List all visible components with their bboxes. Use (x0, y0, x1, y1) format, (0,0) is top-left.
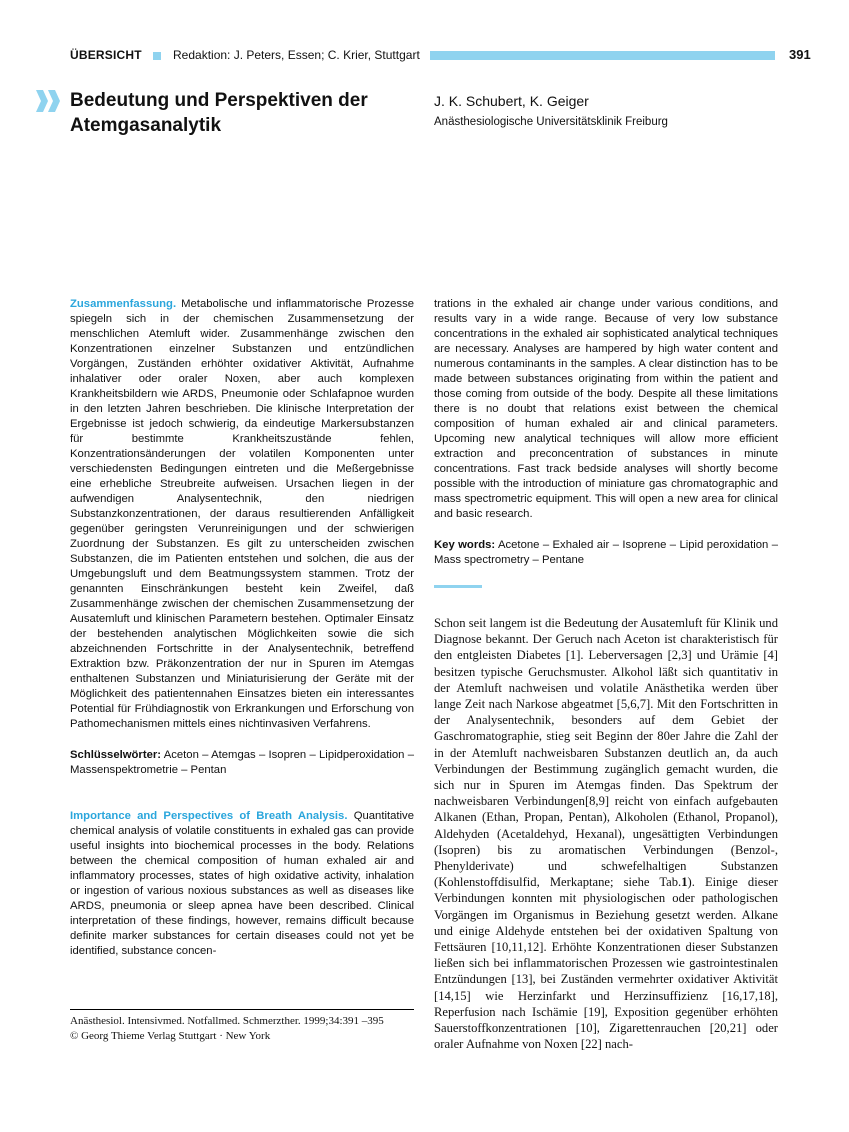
editors-line: Redaktion: J. Peters, Essen; C. Krier, Stuttgart (173, 48, 420, 62)
keywords-german-label: Schlüsselwörter: (70, 749, 162, 761)
section-label: ÜBERSICHT (70, 48, 142, 62)
publisher-line: © Georg Thieme Verlag Stuttgart · New York (70, 1030, 271, 1042)
abstract-english-text-part1: Quantitative chemical analysis of volatile constituents in exhaled gas can provide useful insights into biochemical processes in the body. Relations between the chemical composition of human exhaled air and inflammatory processes, states of high oxidative activity, inhalation or ingestion of various noxious substances as well as diseases like ARDS, pneumonia or sleep apnea have been described. Clinical interpretation of these findings, however, remains difficult because definite marker substances for certain diseases could not yet be identified, substance concen- (70, 810, 414, 957)
abstract-english-continued (434, 297, 778, 522)
keywords-german (70, 748, 414, 778)
article-title: Bedeutung und Perspektiven der Atemgasanalytik (70, 90, 368, 136)
journal-citation: Anästhesiol. Intensivmed. Notfallmed. Schmerzther. 1999;34:391 –395 (70, 1015, 384, 1027)
abstract-german-lead: Zusammenfassung. (70, 298, 177, 310)
left-column (70, 297, 414, 975)
abstract-german-text: Metabolische und inflammatorische Prozesse spiegeln sich in der chemischen Zusammensetzung der menschlichen Atemluft wider. Zusammenhänge zwischen den Konzentrationen einzelner Substanzen und entzündlichen Vorgängen, Zuständen erhöhter oxidativer Aktivität, Aufnahme inhalativer oder oraler Noxen, aber auch komplexen Krankheitsbildern wie ARDS, Pneumonie oder Schlafapnoe wurden in den letzten Jahren beschrieben. Die klinische Interpretation der Ergebnisse ist jedoch schwierig, da eindeutige Markersubstanzen für bestimmte Krankheitszustände fehlen, Konzentrationsänderungen der volatilen Komponenten unter verschiedensten Bedingungen eintreten und die Meßergebnisse eine erhebliche Streubreite aufweisen. Ursachen liegen in der aufwendigen Analysentechnik, den niedrigen Substanzkonzentrationen, der daraus resultierenden Anfälligkeit gegenüber geringsten Verunreinigungen und der schwierigen Zuordnung der Substanzen. Es gilt zu unterscheiden zwischen Substanzen, die im Patienten entstehen und solchen, die aus der Umgebungsluft und dem Beatmungssystem stammen. Trotz der genannten Einschränkungen besteht kein Zweifel, daß Zusammenhänge zwischen der chemischen Zusammensetzung der Ausatemluft und klinischen Parametern bestehen. Optimaler Einsatz der bestehenden analytischen Möglichkeiten sowie die sich abzeichnenden Fortschritte in der Analysentechnik, betreffend Extraktion bzw. Präkonzentration der nur in Spuren im Atemgas enthaltenen Substanzen und Miniaturisierung der Geräte mit der Möglichkeit des patientennahen Einsatzes bieten ein interessantes Potential für Frühdiagnostik von Erkrankungen und Erforschung von Pathomechanismen mittels eines nichtinvasiven Verfahrens. (70, 298, 414, 730)
article-authors: J. K. Schubert, K. Geiger (434, 93, 589, 109)
header-accent-bar (430, 51, 775, 60)
right-column (434, 297, 778, 584)
keywords-english-text: Acetone – Exhaled air – Isoprene – Lipid peroxidation – Mass spectrometry – Pentane (434, 539, 779, 566)
abstract-english (70, 809, 414, 959)
abstract-english-text-part2: trations in the exhaled air change under various conditions, and results vary in a wide range. Because of very low substance concentrations in the exhaled air sophisticated analytical techniques are necessary. Analyses are hampered by high water content and numerous contaminants in the samples. A clear distinction has to be made between substances originating from within the patient and those coming from outside of the body. Despite all these limitations there is no doubt that relations exist between the chemical composition of human exhaled air and clinical parameters. Upcoming new analytical techniques will allow more efficient extraction and preconcentration of substances in minute concentrations. Fast track bedside analyses will shortly become possible with the introduction of miniature gas chromatographic and mass spectrometric equipment. This will open a new area for clinical and basic research. (434, 298, 778, 520)
article-affiliation: Anästhesiologische Universitätsklinik Freiburg (434, 116, 668, 128)
body-text-pre: Schon seit langem ist die Bedeutung der Ausatemluft für Klinik und Diagnose bekannt. Der Geruch nach Aceton ist charakteristisch für den entgleisten Diabetes [1]. Leberversagen [2,3] und Urämie [4] besitzen typische Geruchsmuster. Alkohol läßt sich quantitativ in der Atemluft nachweisen und volatile Anästhetika werden über lange Zeit nach Narkose abgeatmet [5,6,7]. Mit den Fortschritten in der Analysentechnik, besonders auf dem Gebiet der Gaschromatographie, stieg seit Beginn der 80er Jahre die Zahl der in der Atemluft nachweisbaren Substanzen deutlich an, da auch Verbindungen der Bestimmung zugänglich gemacht wurden, die sich nur in Spuren im Atemgas finden. Das Spektrum der nachweisbaren Verbindungen[8,9] reicht von einfach aufgebauten Alkanen (Ethan, Propan, Pentan), Alkoholen (Ethanol, Propanol), Aldehyden (Acetaldehyd, Hexanal), ungesättigten Verbindungen (Isopren) bis zu aromatischen Verbindungen (Benzol-, Phenylderivate) und schwefelhaltigen Substanzen (Kohlenstoffdisulfid, Merkaptane; siehe Tab. (434, 616, 778, 890)
section-divider (434, 585, 482, 588)
body-paragraph (434, 615, 778, 1052)
table-reference: 1 (681, 875, 688, 890)
body-text-post: ). Einige dieser Verbindungen konnten mit physiologischen oder pathologischen Vorgängen im Organismus in Beziehung gesetzt werden. Alkane und einige Aldehyde entstehen bei der oxidativen Spaltung von Fettsäuren [10,11,12]. Erhöhte Konzentrationen dieser Substanzen ließen sich bei inflammatorischen Prozessen wie gastrointestinalen Entzündungen [13], bei Zuständen vermehrter oxidativer Aktivität [14,15] wie Herzinfarkt und Herzinsuffizienz [16,17,18], Reperfusion nach Ischämie [19], Exposition gegenüber erhöhten Sauerstoffkonzentrationen [10], Zigarettenrauchen [20,21] oder oraler Aufnahme von Noxen [22] nach- (434, 875, 778, 1052)
keywords-german-text: Aceton – Atemgas – Isopren – Lipidperoxidation – Massenspektrometrie – Pentan (70, 749, 414, 776)
section-marker-square (153, 52, 161, 60)
footer-rule (70, 1009, 414, 1010)
footer (70, 1014, 414, 1044)
abstract-english-lead: Importance and Perspectives of Breath Analysis. (70, 810, 348, 822)
double-quote-chevron-icon (34, 88, 62, 114)
page-number: 391 (789, 47, 811, 62)
keywords-english (434, 538, 778, 568)
abstract-german (70, 297, 414, 732)
keywords-english-label: Key words: (434, 539, 496, 551)
